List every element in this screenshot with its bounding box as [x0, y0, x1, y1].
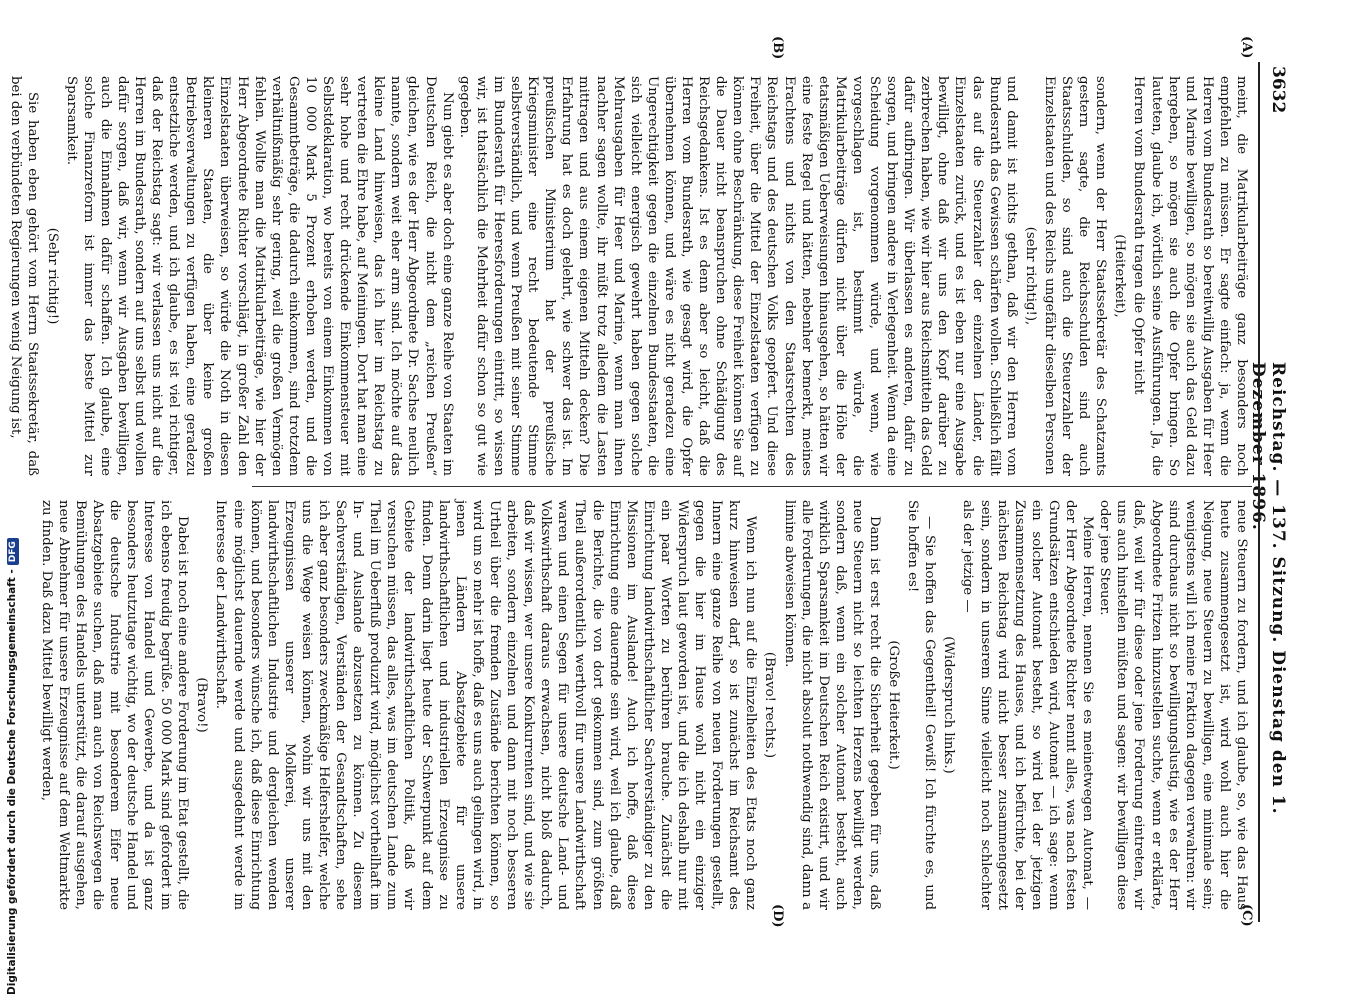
margin-mark-c: (C) [1239, 904, 1254, 927]
interjection: (Heiterkeit), [1112, 234, 1128, 318]
paragraph: Sie haben eben gehört vom Herrn Staatssekretär, daß bei den verbündeten Regierungen wenig Neigung ist, [8, 76, 41, 476]
interjection: (sehr richtig!), [1022, 226, 1038, 326]
digitization-credit [6, 538, 19, 995]
left-column [8, 76, 1250, 476]
interjection: (Bravo!) [194, 677, 210, 733]
interjection: (Bravo! rechts.) [762, 651, 778, 759]
paragraph: meint, die Matrikularbeiträge ganz besonders noch empfehlen zu müssen. Er sagte einfach: ja, wenn die Herren vom Bundesrath so bereitwillig Ausgaben für Heer und Marine bewilligen, so mögen sie auch das Geld dazu hergeben, so mögen sie auch die Opfer bringen. So lauteten, glaube ich, wörtlich seine Ausführungen. Ja, die Herren vom Bundesrath tragen die Opfer nicht [1131, 76, 1249, 476]
paragraph: Wenn ich nun auf die Einzelheiten des Etats noch ganz kurz hinweisen darf, so ist zunächst im Reichsamt des Innern eine ganze Reihe von neuen Forderungen gestellt, gegen die hier im Hause wohl nicht ein einziger Widerspruch laut geworden ist, und die ich deshalb nur mit ein paar Worten zu berühren brauche. Zunächst die Einrichtung landwirthschaftlicher Sachverständiger zu den Missionen im Auslande! Auch ich hoffe, daß diese Einrichtung eine dauernde sein wird, weil ich glaube, daß die Berichte, die von dort gekommen sind, zum größten Theil außerordentlich werthvoll für unsere Landwirthschaft waren und einen Segen für unsere deutsche Land- und Volkswirthschaft daraus erwachsen, nicht bloß dadurch, daß wir wissen, wer unsere Konkurrenten sind, und wie sie arbeiten, sondern einzelnen und dann mit noch besseren Urtheil über die fremden Zustände berichten können, so wird um so mehr ist hoffe, daß es uns auch gelingen wird, in jenen Ländern Absatzgebiete für unsere landwirthschaftlichen und industriellen Erzeugnisse zu finden. Denn darin liegt heute der Schwerpunkt auf dem Gebiete der landwirthschaftlichen Politik, daß wir versuchen müssen, das alles, was im deutschen Lande zum Theil im Ueberfluß produzirt wird, möglichst vortheilhaft im In- und Auslande abzusetzen zu können. Zu diesem Sachverständigen, Verständen der Gesandtschaften, sehe ich aber ganz besonders zweckmäßige Helfershelfer, welche uns die Wege weisen können, wohin wir uns mit den Erzeugnissen unserer Molkerei, unserer landwirthschaftlichen Industrie und dergleichen wenden können, und besonders wünsche ich, daß diese Einrichtung eine möglichst dauernde werde und ausgedehnt werde im Interesse der Landwirthschaft. [213, 500, 759, 910]
margin-mark-a: (A) [1239, 36, 1254, 59]
interjection: (Widerspruch links.) [941, 636, 957, 774]
credit-text: Digitalisierung gefördert durch die Deutsche Forschungsgemeinschaft - [6, 569, 18, 995]
column-divider [252, 486, 1252, 487]
interjection: (Sehr richtig!) [44, 227, 60, 325]
paragraph: Dann ist erst recht die Sicherheit gegeben für uns, daß neue Steuern nicht so leichten Herzens bewilligt werden, sondern daß, wenn ein solcher Automat besteht, auch wirklich Sparsamkeit im Deutschen Reich existirt, und wir alle Forderungen, die nicht absolut nothwendig sind, dann a limine abweisen können. [781, 500, 883, 910]
running-title: Reichstag. — 137. Sitzung. Dienstag den 1. Dezember 1896. [1248, 362, 1288, 815]
paragraph: — Sie hoffen das Gegentheil! Gewiß! Ich fürchte es, und Sie hoffen es! [905, 500, 938, 910]
paragraph: neue Steuern zu fordern, und ich glaube, so, wie das Haus heute zusammengesetzt ist, wird wohl auch hier die Neigung, neue Steuern zu bewilligen, eine minimale sein; wenigstens will ich meine Fraktion dagegen verwahren: wir sind durchaus nicht so bewilligungslustig, wie es der Herr Abgeordnete Fritzen hinzustellen suchte, wenn er erklärte, daß, weil wir für diese oder jene Forderung eintreten, wir uns auch hinstellen müßten und sagen: wir bewilligen diese oder jene Steuer. [1097, 500, 1249, 910]
page-number: 3632 [1268, 66, 1288, 114]
right-column [38, 500, 1250, 910]
paragraph: Meine Herren, nennen Sie es meinetwegen Automat, — der Herr Abgeordnete Richter nennt alles, was nach festen Grundsätzen entschieden wird, Automat — ich sage: wenn ein solcher Automat besteht, so wird bei der jetzigen Zusammensetzung des Hauses, und ich befürchte, bei der nächsten Reichstag wird nicht besser zusammengesetzt sein, sondern in unserem Sinne vielleicht noch schlechter als der jetzige — [960, 500, 1096, 910]
interjection: (Große Heiterkeit.) [886, 640, 902, 770]
header-rule [1258, 62, 1260, 922]
margin-mark-b: (B) [770, 36, 785, 60]
paragraph: Nun giebt es aber doch eine ganze Reihe von Staaten im Deutschen Reich, die nicht dem „reichen Preußen“ gleichen, wie es der Herr Abgeordnete Dr. Sachse neulich nannte, sondern weit eher arm sind. Ich möchte auf das kleine Land hinweisen, das ich hier im Reichstag zu vertreten die Ehre habe, auf Meiningen. Dort hat man eine sehr hohe und recht drückende Einkommensteuer mit Selbstdeklaration, wo bereits von einem Einkommen von 10 000 Mark 5 Prozent erhoben werden, und die Gesammtbeträge, die dadurch einkommen, sind trotzdem verhältnißmäßig sehr gering, weil die großen Vermögen fehlen. Wollte man die Matrikularbeiträge, wie hier der Herr Abgeordnete Richter vorschlägt, in großer Zahl den Einzelstaaten überweisen, so würde die Noth in diesen kleineren Staaten, die über keine großen Betriebsverwaltungen zu verfügen haben, eine geradezu entsetzliche werden, und ich glaube, es ist viel richtiger, daß der Reichstag sagt: wir verlassen uns nicht auf die Herren im Bundesrath, sondern auf uns selbst und wollen dafür sorgen, daß wir, wenn wir Ausgaben bewilligen, auch die Einnahmen dafür schaffen. Ich glaube, eine solche Finanzreform ist immer das beste Mittel zur Sparsamkeit. [63, 76, 455, 476]
paragraph: Dabei ist noch eine andere Forderung im Etat gestellt, die ich ebenso freudig begrüße. 50 000 Mark sind gefordert im Interesse von Handel und Gewerbe, und da ist ganz besonders heutzutage wichtig, wo der deutsche Handel und die deutsche Industrie mit besonderem Eifer neue Absatzgebiete suchen, daß man auch von Reichswegen die Bemühungen des Handels unterstützt, die darauf ausgehen, neue Abnehmer für unsere Erzeugnisse auf dem Weltmarkte zu finden. Daß dazu Mittel bewilligt werden, [38, 500, 191, 910]
dfg-logo: DFG [7, 538, 19, 565]
paragraph: sondern, wenn der Herr Staatssekretär des Schatzamts gestern sagte, die Reichsschulden sind auch Staatsschulden, so sind auch die Steuerzahler der Einzelstaaten und des Reichs ungefähr dieselben Personen [1041, 76, 1109, 476]
margin-mark-d: (D) [770, 904, 785, 928]
paragraph: und damit ist nichts gethan, daß wir den Herren vom Bundesrath das Gewissen schärfen wollen. Schließlich fällt das auf die Steuerzahler der einzelnen Länder, die Einzelstaaten zurück, und es ist eben nur eine Ausgabe bewilligt, ohne daß wir uns den Kopf darüber zu zerbrechen haben, wie wir hier aus Reichsmitteln das Geld dafür aufbringen. Wir überlassen es anderen, dafür zu sorgen, und bringen andere in Verlegenheit. Wenn da eine Scheidung vorgenommen würde, und wenn, wie vorgeschlagen ist, bestimmt würde, die Matrikularbeiträge dürfen nicht über die Höhe der etatsmäßigen Ueberweisungen hinausgehen, so hätten wir eine feste Regel und hätten, nebenher bemerkt, meines Erachtens und nichts von den Staatsrechten des Reichstags und des deutschen Volks geopfert. Und diese Freiheit, über die Mittel der Einzelstaaten verfügen zu können ohne Beschränkung, diese Freiheit können Sie auf die Dauer nicht beanspruchen ohne Schädigung des Reichsgedankens. Ist es denn aber so leicht, daß die Herren vom Bundesrath, wie gesagt wird, die Opfer übernehmen können, und wäre es nicht geradezu eine Ungerechtigkeit gegen die einzelnen Bundesstaaten, die sich vielleicht energisch gewehrt haben gegen solche Mehrausgaben für Heer und Marine, wenn man ihnen nachher sagen wollte, ihr müßt trotz alledem die Lasten mittragen und aus einem eigenen Mitteln decken? Die Erfahrung hat es doch gelehrt, wie schwer das ist. Im preußischen Ministerium hat der preußische Kriegsminister eine recht bedeutende Stimme selbstverständlich, und wenn Preußen mit seiner Stimme im Bundesrath für Heeresforderungen eintritt, so wissen wir, ist thatsächlich die Mehrheit dafür schon so gut wie gegeben. [456, 76, 1019, 476]
